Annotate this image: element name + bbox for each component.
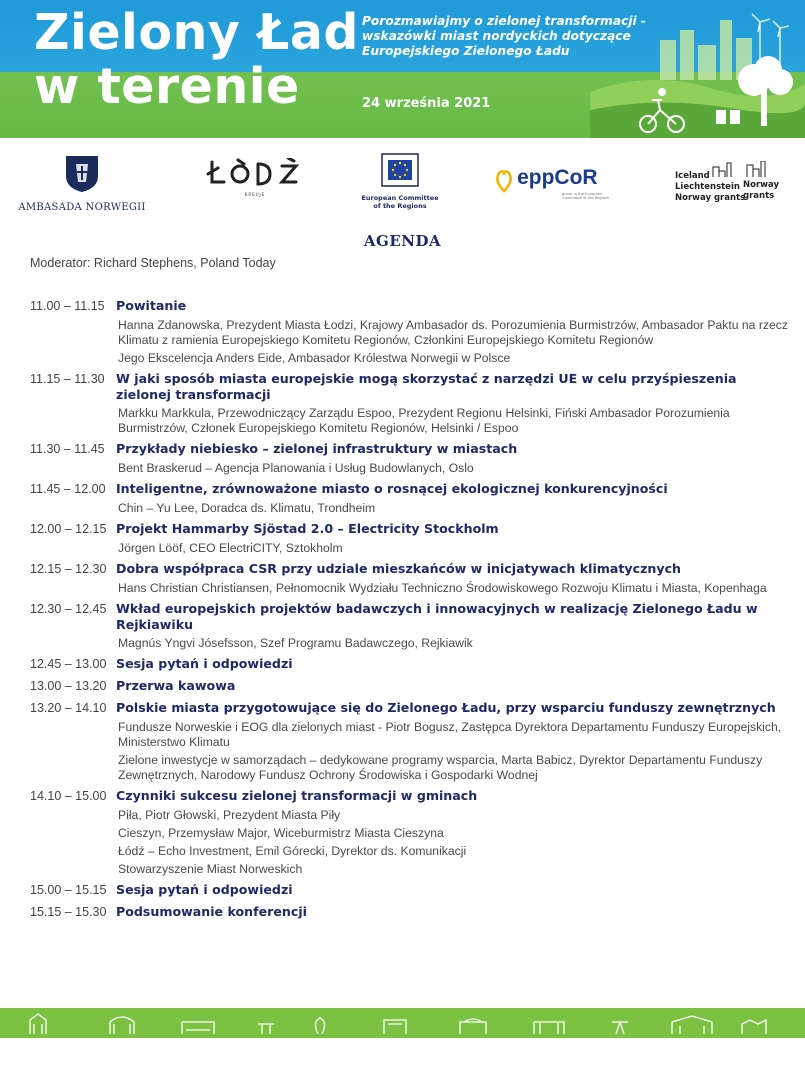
lodz-small-label: KREUJE bbox=[244, 192, 266, 197]
agenda-item bbox=[30, 481, 790, 516]
cor-label-line1: European Committee bbox=[361, 194, 439, 202]
speaker-entry: Jörgen Lööf, CEO ElectriCITY, Sztokholm bbox=[118, 541, 343, 555]
agenda-speakers bbox=[118, 808, 790, 877]
agenda-speakers bbox=[118, 581, 790, 596]
agenda-time: 12.15 – 12.30 bbox=[30, 562, 107, 576]
agenda-item bbox=[30, 678, 790, 695]
speaker-entry: Markku Markkula, Przewodniczący Zarządu Espoo, Prezydent Regionu Helsinki, Fiński Ambasador Porozumienia Burmistrzów, Członek Europejskiego Komitetu Regionów, Helsinki / Espoo bbox=[118, 406, 730, 435]
agenda-time: 11.30 – 11.45 bbox=[30, 442, 105, 456]
speaker-entry: Piła, Piotr Głowski, Prezydent Miasta Piły bbox=[118, 808, 341, 822]
speaker-entry: Chin – Yu Lee, Doradca ds. Klimatu, Trondheim bbox=[118, 501, 376, 515]
cor-logo bbox=[360, 150, 440, 210]
speaker-entry: Łódź – Echo Investment, Emil Górecki, Dyrektor ds. Komunikacji bbox=[118, 844, 467, 858]
speaker-entry: Fundusze Norweskie i EOG dla zielonych miast - Piotr Bogusz, Zastępca Dyrektora Departamentu Funduszy Europejskich, Ministerstwo Klimatu bbox=[118, 720, 782, 749]
green-city-illustration bbox=[590, 0, 805, 138]
agenda-time: 12.30 – 12.45 bbox=[30, 602, 107, 616]
cor-label-line2: of the Regions bbox=[373, 202, 427, 210]
event-title-line2: w terenie bbox=[34, 58, 300, 115]
agenda-item bbox=[30, 700, 790, 783]
agenda-item bbox=[30, 441, 790, 476]
agenda-time: 13.20 – 14.10 bbox=[30, 701, 107, 715]
grants2-label-line2: grants bbox=[743, 191, 775, 201]
agenda-topic: Projekt Hammarby Sjöstad 2.0 – Electricity Stockholm bbox=[116, 521, 499, 536]
grants-label-line2: Liechtenstein bbox=[675, 182, 740, 192]
norway-embassy-label: AMBASADA NORWEGII bbox=[18, 202, 146, 213]
speaker-entry: Magnús Yngvi Jósefsson, Szef Programu Badawczego, Rejkiawik bbox=[118, 636, 473, 650]
speaker-entry: Bent Braskerud – Agencja Planowania i Usług Budowlanych, Oslo bbox=[118, 461, 474, 475]
eu-flag-icon bbox=[378, 150, 422, 190]
agenda-title: AGENDA bbox=[363, 232, 442, 250]
event-subtitle-line2: wskazówki miast nordyckich dotyczące bbox=[362, 29, 631, 43]
agenda-item bbox=[30, 656, 790, 673]
agenda-topic: Przykłady niebiesko – zielonej infrastruktury w miastach bbox=[116, 441, 518, 456]
agenda-topic: W jaki sposób miasta europejskie mogą skorzystać z narzędzi UE w celu przyśpieszenia zielonej transformacji bbox=[116, 371, 737, 402]
agenda-item bbox=[30, 788, 790, 877]
agenda-topic: Dobra współpraca CSR przy udziale mieszkańców w inicjatywach klimatycznych bbox=[116, 561, 682, 576]
eppcor-tagline: group in the European Committee of the Regions bbox=[562, 192, 609, 200]
city-landmarks-icon bbox=[0, 1008, 805, 1038]
speaker-entry: Jego Ekscelencja Anders Eide, Ambasador Królestwa Norwegii w Polsce bbox=[118, 351, 511, 365]
agenda-item bbox=[30, 298, 790, 366]
agenda-item bbox=[30, 521, 790, 556]
epp-heart-icon bbox=[496, 167, 512, 193]
norway-embassy-logo bbox=[16, 152, 148, 213]
event-subtitle-line3: Europejskiego Zielonego Ładu bbox=[362, 44, 570, 58]
agenda-list bbox=[30, 298, 790, 926]
agenda-topic: Polskie miasta przygotowujące się do Zielonego Ładu, przy wsparciu funduszy zewnętrznych bbox=[116, 700, 776, 715]
agenda-speakers bbox=[118, 501, 790, 516]
speaker-entry: Zielone inwestycje w samorządach – dedykowane programy wsparcia, Marta Babicz, Dyrektor Departamentu Funduszy Zewnętrznych, Narodowy Fundusz Ochrony Środowiska i Gospodarki Wodnej bbox=[118, 753, 763, 782]
eppcor-logo bbox=[496, 166, 614, 200]
agenda-item bbox=[30, 882, 790, 899]
agenda-time: 15.00 – 15.15 bbox=[30, 883, 107, 897]
agenda-time: 11.00 – 11.15 bbox=[30, 299, 105, 313]
event-date: 24 września 2021 bbox=[362, 96, 491, 111]
agenda-topic: Czynniki sukcesu zielonej transformacji w gminach bbox=[116, 788, 478, 803]
grants-label-line1: Iceland bbox=[675, 171, 710, 181]
lodz-wordmark-icon bbox=[206, 158, 304, 188]
speaker-entry: Cieszyn, Przemysław Major, Wiceburmistrz Miasta Cieszyna bbox=[118, 826, 444, 840]
footer-band bbox=[0, 1008, 805, 1038]
agenda-item bbox=[30, 371, 790, 436]
event-title-line1: Zielony Ład bbox=[34, 4, 360, 61]
agenda-item bbox=[30, 904, 790, 921]
moderator-line: Moderator: Richard Stephens, Poland Today bbox=[30, 256, 276, 270]
agenda-time: 12.00 – 12.15 bbox=[30, 522, 107, 536]
agenda-topic: Przerwa kawowa bbox=[116, 678, 236, 693]
speaker-entry: Hanna Zdanowska, Prezydent Miasta Łodzi, Krajowy Ambasador ds. Porozumienia Burmistrzów, Ambasador Paktu na rzecz Klimatu z ramienia Europejskiego Komitetu Regionów, Członkini Europejskiego Komitetu Regionów bbox=[118, 318, 788, 347]
agenda-speakers bbox=[118, 541, 790, 556]
header-banner bbox=[0, 0, 805, 138]
grants-label-line3: Norway grants bbox=[675, 193, 746, 203]
agenda-topic: Sesja pytań i odpowiedzi bbox=[116, 656, 293, 671]
agenda-topic: Sesja pytań i odpowiedzi bbox=[116, 882, 293, 897]
eppcor-wordmark: eppCoR bbox=[517, 166, 598, 189]
agenda-speakers bbox=[118, 461, 790, 476]
event-title bbox=[34, 6, 359, 114]
lodz-logo bbox=[206, 158, 304, 197]
agenda-time: 13.00 – 13.20 bbox=[30, 679, 107, 693]
agenda-time: 15.15 – 15.30 bbox=[30, 905, 107, 919]
speaker-entry: Stowarzyszenie Miast Norweskich bbox=[118, 862, 303, 876]
agenda-speakers bbox=[118, 406, 790, 436]
agenda-speakers bbox=[118, 636, 790, 651]
agenda-time: 14.10 – 15.00 bbox=[30, 789, 107, 803]
agenda-topic: Powitanie bbox=[116, 298, 187, 313]
agenda-topic: Podsumowanie konferencji bbox=[116, 904, 307, 919]
agenda-time: 11.15 – 11.30 bbox=[30, 372, 105, 386]
agenda-topic: Inteligentne, zrównoważone miasto o rosnącej ekologicznej konkurencyjności bbox=[116, 481, 668, 496]
agenda-speakers bbox=[118, 318, 790, 366]
norway-crest-icon bbox=[62, 152, 102, 194]
agenda-item bbox=[30, 561, 790, 596]
agenda-topic: Wkład europejskich projektów badawczych i innowacyjnych w realizację Zielonego Ładu w Rejkiawiku bbox=[116, 601, 758, 632]
agenda-time: 12.45 – 13.00 bbox=[30, 657, 107, 671]
agenda-item bbox=[30, 601, 790, 651]
speaker-entry: Hans Christian Christiansen, Pełnomocnik Wydziału Techniczno Środowiskowego Rozwoju Klimatu i Miasta, Kopenhaga bbox=[118, 581, 767, 595]
grants2-label-line1: Norway bbox=[743, 180, 780, 190]
agenda-time: 11.45 – 12.00 bbox=[30, 482, 106, 496]
agenda-speakers bbox=[118, 720, 790, 783]
event-subtitle-line1: Porozmawiajmy o zielonej transformacji - bbox=[362, 14, 646, 28]
